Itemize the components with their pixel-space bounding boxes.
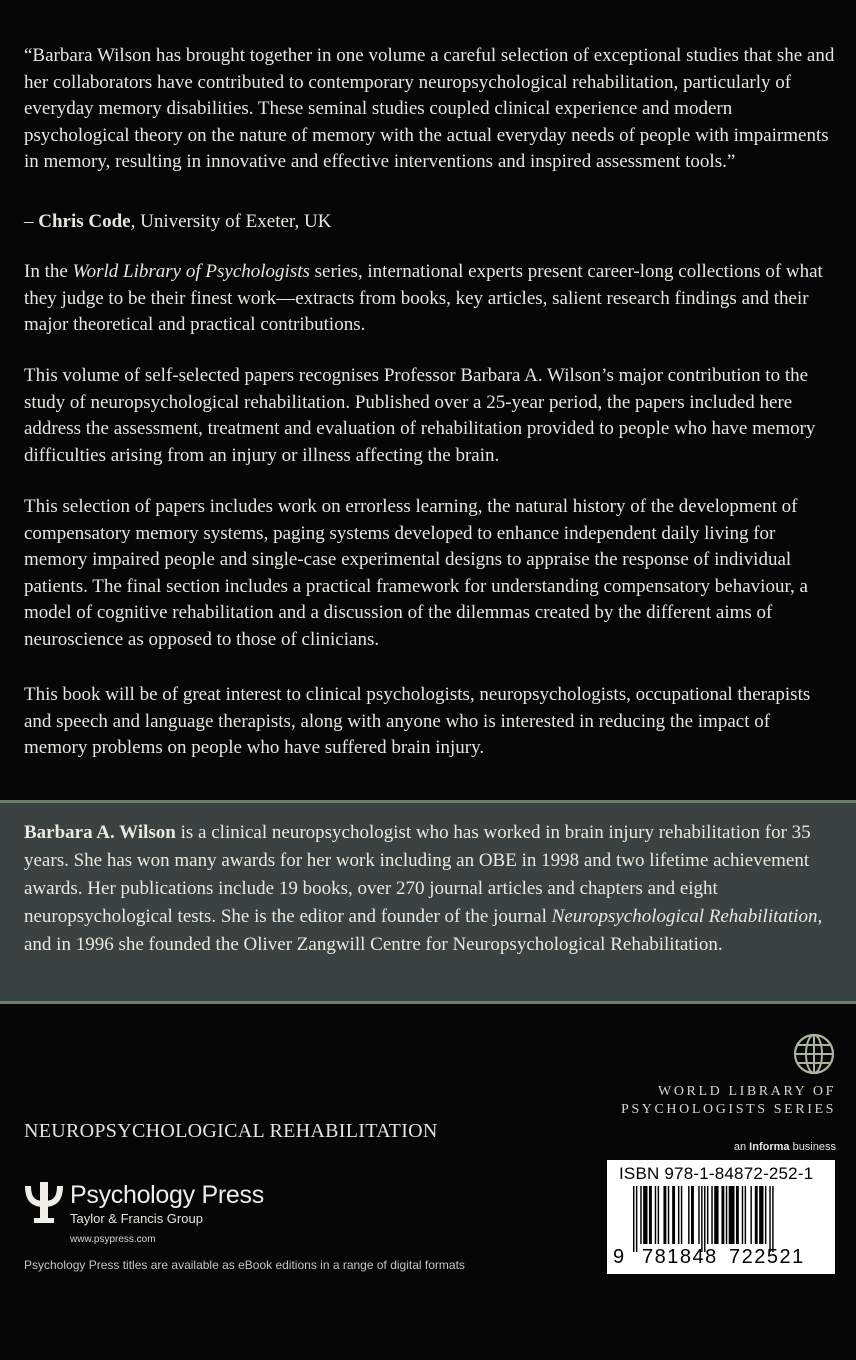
quote-affiliation: , University of Exeter, UK — [130, 211, 332, 232]
ebook-note: Psychology Press titles are available as eBook editions in a range of digital formats — [24, 1258, 465, 1272]
series-paragraph — [24, 259, 836, 339]
globe-icon — [793, 1033, 835, 1075]
barcode-lead-digit: 9 — [613, 1246, 625, 1268]
volume-paragraph: This volume of self-selected papers recognises Professor Barbara A. Wilson’s major contribution to the study of neuropsychological rehabilitation. Published over a 25-year period, the papers included here address the assessment, treatment and evaluation of rehabilitation provided to people who have memory difficulties arising from an injury or illness affecting the brain. — [24, 365, 816, 466]
quote-author: Chris Code — [38, 211, 131, 232]
selection-paragraph: This selection of papers includes work on errorless learning, the natural history of the development of compensatory memory systems, paging systems developed to enhance independent daily living for memory impaired people and single-case experimental designs to appraise the response of individual patients. The final section includes a practical framework for understanding compensatory behaviour, a model of cognitive rehabilitation and a discussion of the dilemmas created by the different aims of neuroscience as opposed to those of clinicians. — [24, 496, 808, 650]
barcode-digits-left: 781848 — [642, 1246, 718, 1268]
isbn-label: ISBN 978-1-84872-252-1 — [619, 1164, 814, 1183]
bio-text-1: is a clinical neuropsychologist who has worked in brain injury rehabilitation for 35 years. She has won many awards for her work including an OBE in 1998 and two lifetime achievement awards. Her publications include 19 books, over 270 journal articles and chapters and eight neuropsychological tests. She is the editor and founder of the journal — [24, 822, 811, 927]
bio-journal: Neuropsychological Rehabilitation — [551, 906, 818, 927]
interest-paragraph: This book will be of great interest to clinical psychologists, neuropsychologists, occupational therapists and speech and language therapists, along with anyone who is interested in reducing the impact of memory problems on people who have suffered brain injury. — [24, 684, 811, 758]
band-rule-top — [0, 800, 856, 803]
informa-post: business — [789, 1141, 836, 1153]
band-rule-bottom — [0, 1001, 856, 1004]
bio-text-2: , and in 1996 she founded the Oliver Zangwill Centre for Neuropsychological Rehabilitation. — [24, 906, 823, 955]
series-label-line2: PSYCHOLOGISTS SERIES — [621, 1102, 836, 1117]
isbn-barcode-box — [607, 1160, 835, 1274]
series-label-line1: WORLD LIBRARY OF — [658, 1084, 836, 1099]
informa-brand: Informa — [749, 1141, 790, 1153]
barcode-icon — [633, 1186, 823, 1252]
barcode-digits-right: 722521 — [729, 1246, 805, 1268]
series-post: series, international experts present career-long collections of what they judge to be their finest work—extracts from books, key articles, salient research findings and their major theoretical and practical contributions. — [24, 261, 823, 335]
endorsement-quote: “Barbara Wilson has brought together in one volume a careful selection of exceptional studies that she and her collaborators have contributed to contemporary neuropsychological rehabilitation, particularly of everyday memory disabilities. These seminal studies coupled clinical experience and modern psychological theory on the nature of memory with the actual everyday needs of people with impairments in memory, resulting in innovative and effective interventions and inspired assessment tools.” — [24, 45, 835, 172]
publisher-group: Taylor & Francis Group — [70, 1211, 203, 1226]
publisher-url: www.psypress.com — [70, 1234, 156, 1245]
attribution-dash: – — [24, 211, 39, 232]
series-pre: In the — [24, 261, 73, 282]
publisher-name: Psychology Press — [70, 1181, 264, 1209]
series-name: World Library of Psychologists — [72, 261, 310, 282]
informa-pre: an — [733, 1141, 750, 1153]
book-subject: NEUROPSYCHOLOGICAL REHABILITATION — [24, 1120, 438, 1142]
bio-author-name: Barbara A. Wilson — [24, 822, 176, 843]
informa-line — [734, 1141, 836, 1153]
quote-attribution — [24, 209, 331, 235]
series-label — [621, 1083, 836, 1119]
psi-logo-icon — [24, 1182, 64, 1224]
author-bio — [24, 819, 836, 959]
